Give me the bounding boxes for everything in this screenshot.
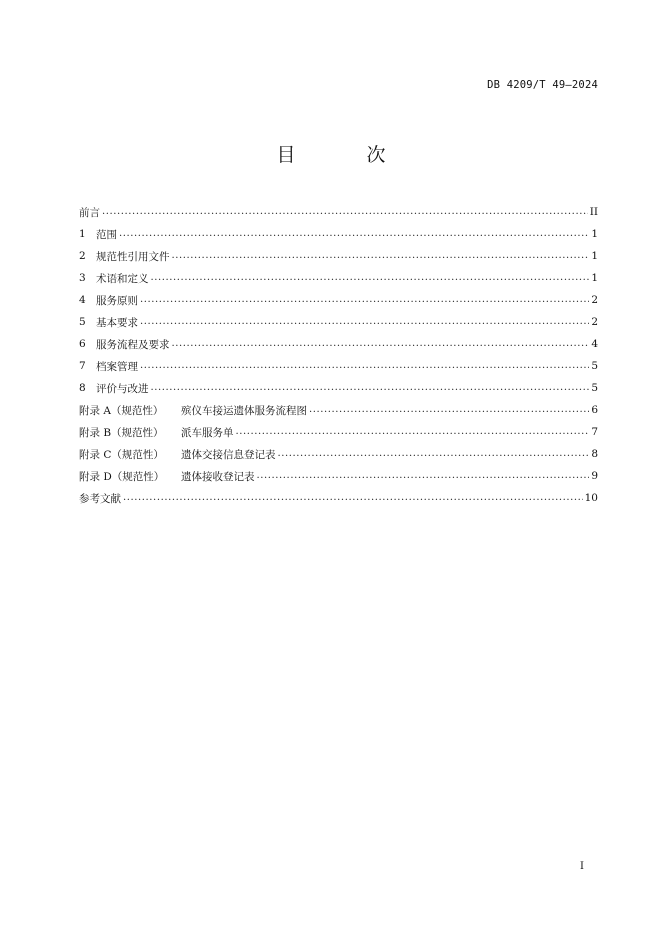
toc-entry-7[interactable] bbox=[79, 355, 598, 377]
toc-entry-page: 7 bbox=[591, 426, 598, 438]
toc-entry-label: 服务流程及要求 bbox=[96, 338, 170, 351]
toc-entry-5[interactable] bbox=[79, 311, 598, 333]
toc-entry-label: 遗体交接信息登记表 bbox=[181, 448, 276, 461]
page-title: 目 次 bbox=[276, 144, 412, 166]
toc-leader-dots bbox=[140, 315, 589, 329]
toc-entry-number: 7 bbox=[79, 360, 86, 372]
toc-leader-dots bbox=[172, 337, 590, 351]
toc-entry-foreword[interactable] bbox=[79, 201, 598, 223]
toc-entry-label: 遗体接收登记表 bbox=[181, 470, 255, 483]
toc-leader-dots bbox=[151, 381, 590, 395]
toc-entry-3[interactable] bbox=[79, 267, 598, 289]
page-number: I bbox=[580, 861, 584, 872]
toc-entry-page: 1 bbox=[591, 228, 598, 240]
toc-leader-dots bbox=[140, 293, 589, 307]
toc-leader-dots bbox=[123, 491, 583, 505]
document-code: DB 4209/T 49—2024 bbox=[487, 79, 598, 91]
toc-entry-number: 8 bbox=[79, 382, 86, 394]
toc-entry-label: 前言 bbox=[79, 206, 100, 219]
toc-entry-appendix-d[interactable] bbox=[79, 465, 598, 487]
toc-entry-references[interactable] bbox=[79, 487, 598, 509]
toc-entry-label: 规范性引用文件 bbox=[96, 250, 170, 263]
toc-leader-dots bbox=[151, 271, 590, 285]
toc-entry-label: 服务原则 bbox=[96, 294, 138, 307]
toc-entry-page: 2 bbox=[591, 316, 598, 328]
toc-leader-dots bbox=[140, 359, 589, 373]
toc-entry-number: 2 bbox=[79, 250, 86, 262]
toc-entry-number: 5 bbox=[79, 316, 86, 328]
toc-leader-dots bbox=[278, 447, 590, 461]
toc-entry-page: 5 bbox=[591, 382, 598, 394]
toc-entry-label: 参考文献 bbox=[79, 492, 121, 505]
toc-entry-label: 档案管理 bbox=[96, 360, 138, 373]
toc-entry-page: 1 bbox=[591, 272, 598, 284]
toc-entry-appendix-c[interactable] bbox=[79, 443, 598, 465]
toc-entry-page: II bbox=[589, 206, 598, 218]
toc-entry-page: 8 bbox=[591, 448, 598, 460]
toc-entry-page: 9 bbox=[591, 470, 598, 482]
toc-entry-8[interactable] bbox=[79, 377, 598, 399]
toc-entry-1[interactable] bbox=[79, 223, 598, 245]
table-of-contents bbox=[79, 201, 598, 509]
toc-appendix-tag: 附录 C（规范性） bbox=[79, 448, 164, 461]
toc-entry-page: 10 bbox=[584, 492, 598, 504]
toc-entry-number: 1 bbox=[79, 228, 86, 240]
toc-entry-page: 1 bbox=[591, 250, 598, 262]
toc-entry-page: 2 bbox=[591, 294, 598, 306]
toc-appendix-tag: 附录 B（规范性） bbox=[79, 426, 164, 439]
toc-entry-label: 基本要求 bbox=[96, 316, 138, 329]
toc-entry-6[interactable] bbox=[79, 333, 598, 355]
toc-entry-label: 范围 bbox=[96, 228, 117, 241]
toc-entry-appendix-b[interactable] bbox=[79, 421, 598, 443]
toc-entry-4[interactable] bbox=[79, 289, 598, 311]
toc-entry-page: 4 bbox=[591, 338, 598, 350]
toc-leader-dots bbox=[119, 227, 589, 241]
toc-leader-dots bbox=[102, 205, 588, 219]
toc-entry-number: 6 bbox=[79, 338, 86, 350]
toc-entry-label: 派车服务单 bbox=[181, 426, 234, 439]
toc-entry-label: 术语和定义 bbox=[96, 272, 149, 285]
toc-appendix-tag: 附录 A（规范性） bbox=[79, 404, 164, 417]
toc-entry-number: 3 bbox=[79, 272, 86, 284]
toc-entry-appendix-a[interactable] bbox=[79, 399, 598, 421]
toc-appendix-tag: 附录 D（规范性） bbox=[79, 470, 165, 483]
toc-entry-label: 评价与改进 bbox=[96, 382, 149, 395]
toc-entry-2[interactable] bbox=[79, 245, 598, 267]
toc-entry-label: 殡仪车接运遗体服务流程图 bbox=[181, 404, 307, 417]
toc-leader-dots bbox=[236, 425, 590, 439]
toc-leader-dots bbox=[309, 403, 589, 417]
toc-leader-dots bbox=[172, 249, 590, 263]
toc-leader-dots bbox=[257, 469, 590, 483]
toc-entry-page: 5 bbox=[591, 360, 598, 372]
toc-entry-number: 4 bbox=[79, 294, 86, 306]
toc-entry-page: 6 bbox=[591, 404, 598, 416]
